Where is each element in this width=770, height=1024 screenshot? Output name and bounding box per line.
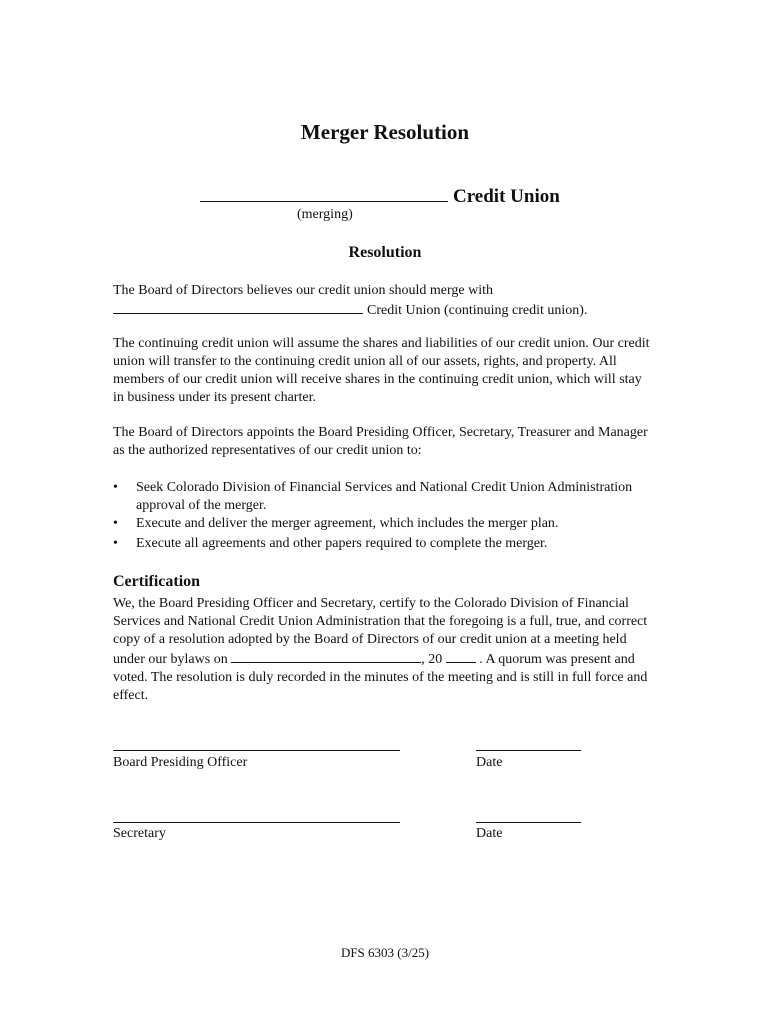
para1-line1: The Board of Directors believes our credit union should merge with <box>113 283 493 298</box>
form-number-footer: DFS 6303 (3/25) <box>340 945 430 960</box>
cert-text-after: A quorum was present and voted. The resolution is duly recorded in the minutes of the meeting and is still in full force and effect. <box>113 652 648 703</box>
meeting-date-blank[interactable] <box>231 649 421 663</box>
list-item <box>113 479 653 515</box>
bullet-icon: • <box>113 516 118 531</box>
list-item <box>113 515 653 533</box>
resolution-paragraph-1 <box>113 282 653 320</box>
resolution-heading: Resolution <box>348 244 422 261</box>
secretary-signature-label: Secretary <box>113 826 166 841</box>
secretary-signature-line[interactable] <box>113 822 400 823</box>
resolution-paragraph-3: The Board of Directors appoints the Board Presiding Officer, Secretary, Treasurer and Manager as the authorized representatives of our credit union to: <box>113 425 648 458</box>
officer-date-label: Date <box>476 755 503 770</box>
officer-signature-line[interactable] <box>113 750 400 751</box>
continuing-credit-union-blank[interactable] <box>113 300 363 314</box>
resolution-paragraph-2: The continuing credit union will assume the shares and liabilities of our credit union. Our credit union will transfer to the continuing credit union all of our assets, rights, and property. All members of our credit union will receive shares in the continuing credit union, which will stay in business under its present charter. <box>113 336 650 405</box>
credit-union-suffix: Credit Union <box>453 186 560 207</box>
list-item-text: Execute all agreements and other papers required to complete the merger. <box>136 536 548 551</box>
merging-credit-union-blank[interactable] <box>200 183 448 202</box>
officer-date-line[interactable] <box>476 750 581 751</box>
cert-year-prefix: , 20 <box>421 652 443 667</box>
merging-credit-union-line <box>200 183 560 208</box>
bullet-icon: • <box>113 536 118 551</box>
meeting-year-blank[interactable] <box>446 649 476 663</box>
bullet-icon: • <box>113 480 118 495</box>
certification-heading: Certification <box>113 573 201 590</box>
cert-year-suffix: . <box>479 652 483 667</box>
merging-label: (merging) <box>297 207 353 222</box>
officer-signature-label: Board Presiding Officer <box>113 755 248 770</box>
list-item <box>113 535 653 553</box>
certification-paragraph <box>113 595 653 705</box>
para1-line2-suffix: Credit Union (continuing credit union). <box>367 303 588 318</box>
list-item-text: Seek Colorado Division of Financial Services and National Credit Union Administration approval of the merger. <box>136 480 633 513</box>
secretary-date-label: Date <box>476 826 503 841</box>
secretary-date-line[interactable] <box>476 822 581 823</box>
list-item-text: Execute and deliver the merger agreement, which includes the merger plan. <box>136 516 559 531</box>
cert-text-before-date: We, the Board Presiding Officer and Secretary, certify to the Colorado Division of Financial Services and National Credit Union Administration that the foregoing is a full, true, and correct copy of a resolution adopted by the Board of Directors of our credit union at a meeting held under our bylaws on <box>113 596 648 667</box>
authorization-list <box>113 479 653 553</box>
document-title: Merger Resolution <box>300 120 470 144</box>
